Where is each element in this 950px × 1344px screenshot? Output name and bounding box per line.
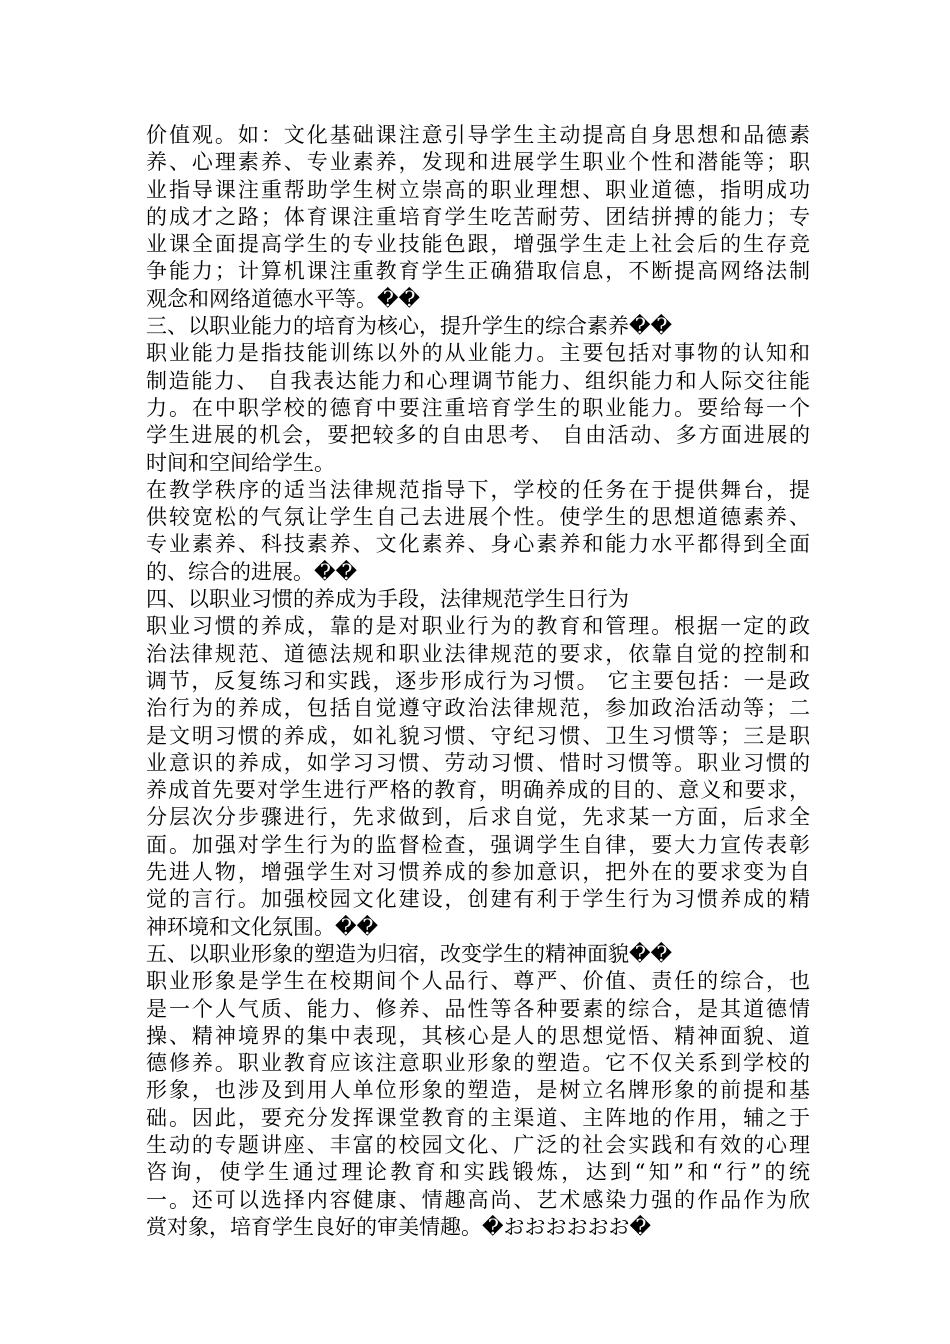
section-heading: 三、以职业能力的培育为核心，提升学生的综合素养�� (146, 314, 673, 339)
text-line: 赏对象，培育学生良好的审美情趣。�おおおおおお� (146, 1214, 652, 1239)
text-line: 面。加强对学生行为的监督检查，强调学生自律，要大力宣传表彰 (146, 832, 810, 857)
text-line: 是文明习惯的养成，如礼貌习惯、守纪习惯、卫生习惯等；三是职 (146, 723, 810, 748)
text-line: 先进人物，增强学生对习惯养成的参加意识，把外在的要求变为自 (146, 860, 810, 885)
text-line: 制造能力、 自我表达能力和心理调节能力、组织能力和人际交往能 (146, 368, 810, 393)
text-line: 学生进展的机会，要把较多的自由思考、 自由活动、多方面进展的 (146, 423, 810, 448)
text-line: 是一个人气质、能力、修养、品性等各种要素的综合，是其道德情 (146, 996, 810, 1021)
text-line: 业指导课注重帮助学生树立崇高的职业理想、职业道德，指明成功 (146, 177, 810, 202)
text-line: 础。因此，要充分发挥课堂教育的主渠道、主阵地的作用，辅之于 (146, 1105, 810, 1130)
text-line: 养成首先要对学生进行严格的教育，明确养成的目的、意义和要求， (146, 778, 810, 803)
section-heading: 四、以职业习惯的养成为手段，法律规范学生日行为 (146, 587, 629, 612)
text-line: 咨询，使学生通过理论教育和实践锻炼，达到“知”和“行”的统 (146, 1160, 810, 1185)
text-line: 专业素养、科技素养、文化素养、身心素养和能力水平都得到全面 (146, 532, 810, 557)
text-line: 养、心理素养、专业素养，发现和进展学生职业个性和潜能等；职 (146, 150, 810, 175)
text-line: 在教学秩序的适当法律规范指导下，学校的任务在于提供舞台，提 (146, 477, 810, 502)
text-line: 力。在中职学校的德育中要注重培育学生的职业能力。要给每一个 (146, 395, 810, 420)
section-heading: 五、以职业形象的塑造为归宿，改变学生的精神面貌�� (146, 941, 673, 966)
text-line: 时间和空间给学生。 (146, 450, 335, 475)
text-line: 的成才之路；体育课注重培育学生吃苦耐劳、团结拼搏的能力；专 (146, 204, 810, 229)
text-line: 觉的言行。加强校园文化建设，创建有利于学生行为习惯养成的精 (146, 887, 810, 912)
text-line: 职业习惯的养成，靠的是对职业行为的教育和管理。根据一定的政 (146, 614, 810, 639)
text-line: 观念和网络道德水平等。�� (146, 286, 421, 311)
text-line: 的、综合的进展。�� (146, 559, 358, 584)
text-line: 生动的专题讲座、丰富的校园文化、广泛的社会实践和有效的心理 (146, 1132, 810, 1157)
text-line: 价值观。如：文化基础课注意引导学生主动提高自身思想和品德素 (146, 123, 810, 147)
text-line: 业意识的养成，如学习习惯、劳动习惯、惜时习惯等。职业习惯的 (146, 750, 810, 775)
text-line: 争能力；计算机课注重教育学生正确猎取信息，不断提高网络法制 (146, 259, 810, 284)
text-line: 一。还可以选择内容健康、情趣高尚、艺术感染力强的作品作为欣 (146, 1187, 810, 1212)
text-line: 操、精神境界的集中表现，其核心是人的思想觉悟、精神面貌、道 (146, 1023, 810, 1048)
text-line: 治法律规范、道德法规和职业法律规范的要求，依靠自觉的控制和 (146, 641, 810, 666)
text-line: 职业能力是指技能训练以外的从业能力。主要包括对事物的认知和 (146, 341, 810, 366)
text-line: 神环境和文化氛围。�� (146, 914, 379, 939)
text-line: 调节，反复练习和实践，逐步形成行为习惯。 它主要包括：一是政 (146, 668, 810, 693)
document-body (146, 122, 810, 1241)
text-line: 分层次分步骤进行，先求做到，后求自觉，先求某一方面，后求全 (146, 805, 810, 830)
text-line: 供较宽松的气氛让学生自己去进展个性。使学生的思想道德素养、 (146, 505, 810, 530)
text-line: 业课全面提高学生的专业技能色跟，增强学生走上社会后的生存竞 (146, 232, 810, 257)
text-line: 形象，也涉及到用人单位形象的塑造，是树立名牌形象的前提和基 (146, 1078, 810, 1103)
text-line: 德修养。职业教育应该注意职业形象的塑造。它不仅关系到学校的 (146, 1051, 810, 1076)
text-line: 治行为的养成，包括自觉遵守政治法律规范，参加政治活动等；二 (146, 696, 810, 721)
text-line: 职业形象是学生在校期间个人品行、尊严、价值、责任的综合，也 (146, 969, 810, 994)
